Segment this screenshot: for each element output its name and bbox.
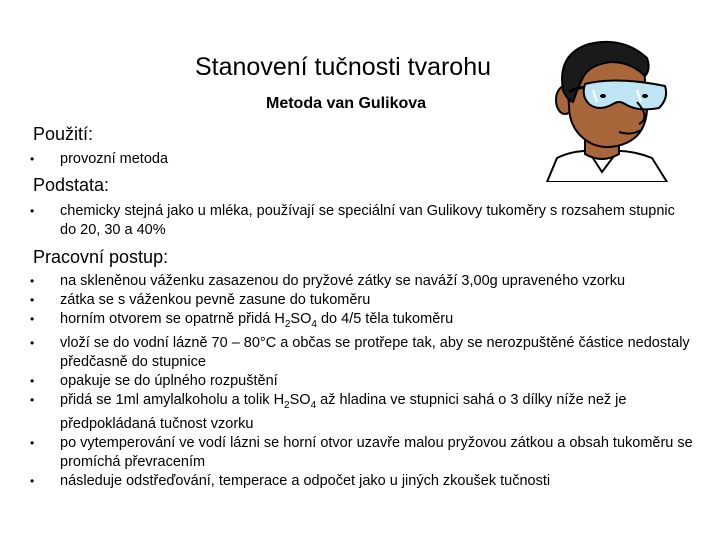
list-item	[30, 291, 695, 310]
list-item	[30, 391, 695, 434]
bullet: •	[30, 204, 35, 218]
text-part: do 4/5 těla tukoměru	[316, 311, 454, 327]
list-item-text: chemicky stejná jako u mléka, používají se speciální van Gulikovy tukoměry s rozsahem stupnic do 20, 30 a 40%	[60, 203, 675, 238]
list-item	[30, 372, 695, 391]
text-part: přidá se 1ml amylalkoholu a tolik H	[60, 391, 285, 408]
list-item	[30, 272, 695, 291]
list-item	[30, 202, 695, 240]
list-item-text: po vytemperování ve vodí lázni se horní otvor uzavře malou pryžovou zátkou a obsah tukoměru se promíchá převracením	[60, 434, 693, 470]
list-item	[30, 434, 695, 472]
bullet: •	[30, 373, 35, 388]
goggles	[584, 80, 666, 109]
postup-list	[30, 272, 695, 491]
bullet: •	[30, 392, 35, 407]
podstata-list	[30, 202, 695, 240]
bullet: •	[30, 152, 35, 166]
list-item-text	[60, 311, 454, 330]
slide-subtitle: Metoda van Gulikova	[266, 95, 427, 112]
list-item-text: opakuje se do úplného rozpuštění	[60, 372, 278, 389]
scientist-icon	[527, 40, 682, 182]
bullet: •	[30, 274, 35, 288]
subscript: 2	[284, 399, 290, 411]
list-item	[30, 472, 695, 491]
bullet: •	[30, 293, 35, 307]
bullet: •	[30, 335, 35, 350]
bullet: •	[30, 312, 35, 326]
list-item-text: zátka se s váženkou pevně zasune do tukoměru	[60, 292, 371, 308]
text-part: SO	[289, 391, 311, 408]
list-item-text: následuje odstřeďování, temperace a odpočet jako u jiných zkoušek tučnosti	[60, 472, 551, 489]
section-heading-pouziti: Použití:	[33, 124, 94, 144]
list-item-text: provozní metoda	[60, 151, 169, 167]
text-part: až hladina ve stupnici sahá o 3 dílky níže než je předpokládaná tučnost vzorku	[60, 391, 627, 432]
text-part: SO	[290, 311, 312, 327]
slide-title: Stanovení tučnosti tvarohu	[195, 53, 492, 81]
bullet: •	[30, 473, 35, 488]
subscript: 2	[284, 318, 291, 330]
list-item-text: na skleněnou váženku zasazenou do pryžové zátky se naváží 3,00g upraveného vzorku	[60, 273, 626, 289]
bullet: •	[30, 435, 35, 450]
list-item	[30, 334, 695, 372]
section-heading-pracovni-postup: Pracovní postup:	[33, 247, 169, 267]
list-item-text	[60, 392, 626, 432]
list-item-text: vloží se do vodní lázně 70 – 80°C a občas se protřepe tak, aby se nerozpuštěné částice nedostaly předčasně do stupnice	[60, 334, 690, 370]
subscript: 4	[310, 399, 317, 411]
text-part: horním otvorem se opatrně přidá H	[60, 311, 285, 327]
subscript: 4	[311, 318, 317, 330]
list-item	[30, 310, 695, 334]
section-heading-podstata: Podstata:	[33, 175, 110, 195]
